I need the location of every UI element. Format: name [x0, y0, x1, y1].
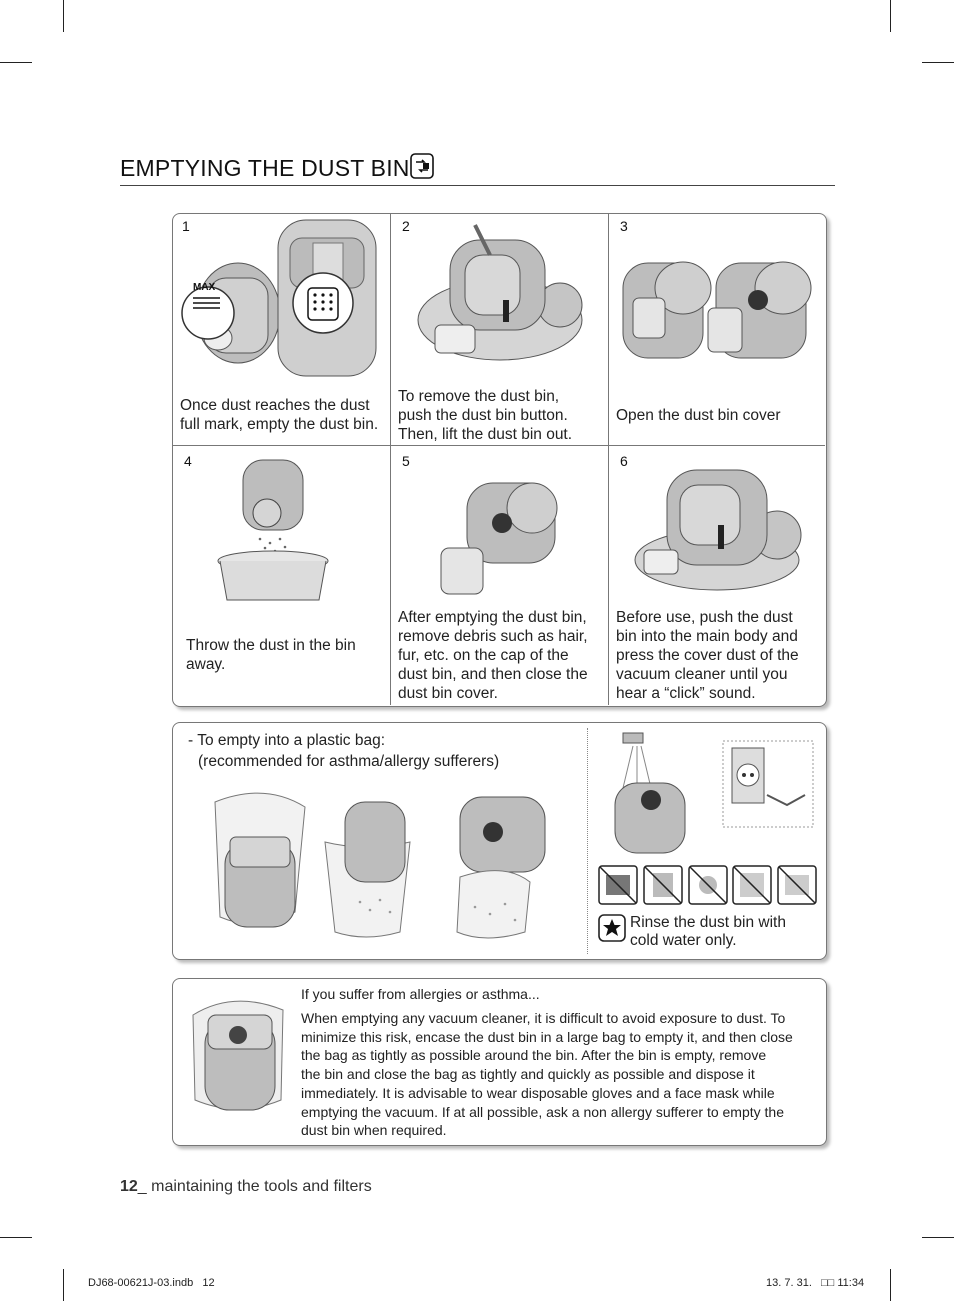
crop-mark	[890, 0, 891, 32]
grid-divider	[173, 445, 825, 446]
bag-instructions: - To empty into a plastic bag: (recommended for asthma/allergy sufferers)	[188, 732, 500, 770]
remove-dust-bin-illustration	[415, 220, 585, 370]
page-number: 12	[120, 1178, 138, 1195]
step-caption: Once dust reaches the dust full mark, empty the dust bin.	[180, 397, 379, 433]
crop-mark	[0, 1237, 32, 1238]
plug-unplug-icon	[410, 153, 434, 179]
allergy-body: When emptying any vacuum cleaner, it is difficult to avoid exposure to dust. To minimize this risk, encase the dust bin in a large bag to empty it, and then close the bag as tightly as possible around the bin. After the bin is empty, remove the bin and close the bag as tightly and quickly as possible and dispose it immediately. It is advisable to wear disposable gloves and a face mask while emptying the vacuum. If at all possible, ask a non allergy sufferer to empty the dust bin when required.	[301, 1010, 793, 1139]
unplug-illustration	[722, 740, 814, 828]
step-number: 3	[620, 218, 628, 234]
step-caption: Open the dust bin cover	[616, 407, 781, 424]
open-cover-illustration	[618, 238, 818, 368]
section-name: _ maintaining the tools and filters	[137, 1178, 372, 1195]
step-number: 5	[402, 453, 410, 469]
crop-mark	[63, 0, 64, 32]
step-caption: Throw the dust in the bin away.	[186, 637, 356, 673]
reinsert-dust-bin-illustration	[632, 455, 802, 595]
clean-cap-illustration	[437, 463, 562, 598]
grid-divider	[608, 214, 609, 705]
step-caption: To remove the dust bin, push the dust bin button. Then, lift the dust bin out.	[398, 388, 573, 443]
step-number: 1	[182, 218, 190, 234]
page-title: EMPTYING THE DUST BIN	[120, 155, 410, 181]
step-caption: After emptying the dust bin, remove debris such as hair, fur, etc. on the cap of the dust bin, and then close the dust bin cover.	[398, 609, 588, 702]
crop-mark	[922, 1237, 954, 1238]
crop-mark	[890, 1269, 891, 1301]
step-number: 4	[184, 453, 192, 469]
bag-emptying-illustration	[185, 782, 555, 942]
print-file-info: DJ68-00621J-03.indb 12	[88, 1277, 215, 1289]
section-divider	[587, 728, 588, 954]
crop-mark	[922, 62, 954, 63]
title-rule	[120, 185, 835, 186]
allergy-heading: If you suffer from allergies or asthma...	[301, 986, 540, 1002]
star-note-icon	[598, 914, 626, 942]
no-dryer-icons	[598, 865, 818, 905]
page-footer	[120, 1178, 372, 1196]
throw-dust-illustration	[215, 455, 335, 603]
step-number: 2	[402, 218, 410, 234]
step-number: 6	[620, 453, 628, 469]
step-caption: Before use, push the dust bin into the main body and press the cover dust of the vacuum cleaner until you hear a “click” sound.	[616, 609, 799, 702]
dust-bin-full-illustration	[178, 218, 386, 380]
crop-mark	[63, 1269, 64, 1301]
crop-mark	[0, 62, 32, 63]
max-badge: MAX	[193, 282, 216, 293]
rinse-bin-illustration	[593, 728, 703, 858]
bagged-dust-bin-illustration	[183, 990, 291, 1118]
rinse-note: Rinse the dust bin with cold water only.	[630, 914, 786, 949]
grid-divider	[390, 214, 391, 705]
print-datetime: 13. 7. 31. □□ 11:34	[766, 1277, 865, 1289]
